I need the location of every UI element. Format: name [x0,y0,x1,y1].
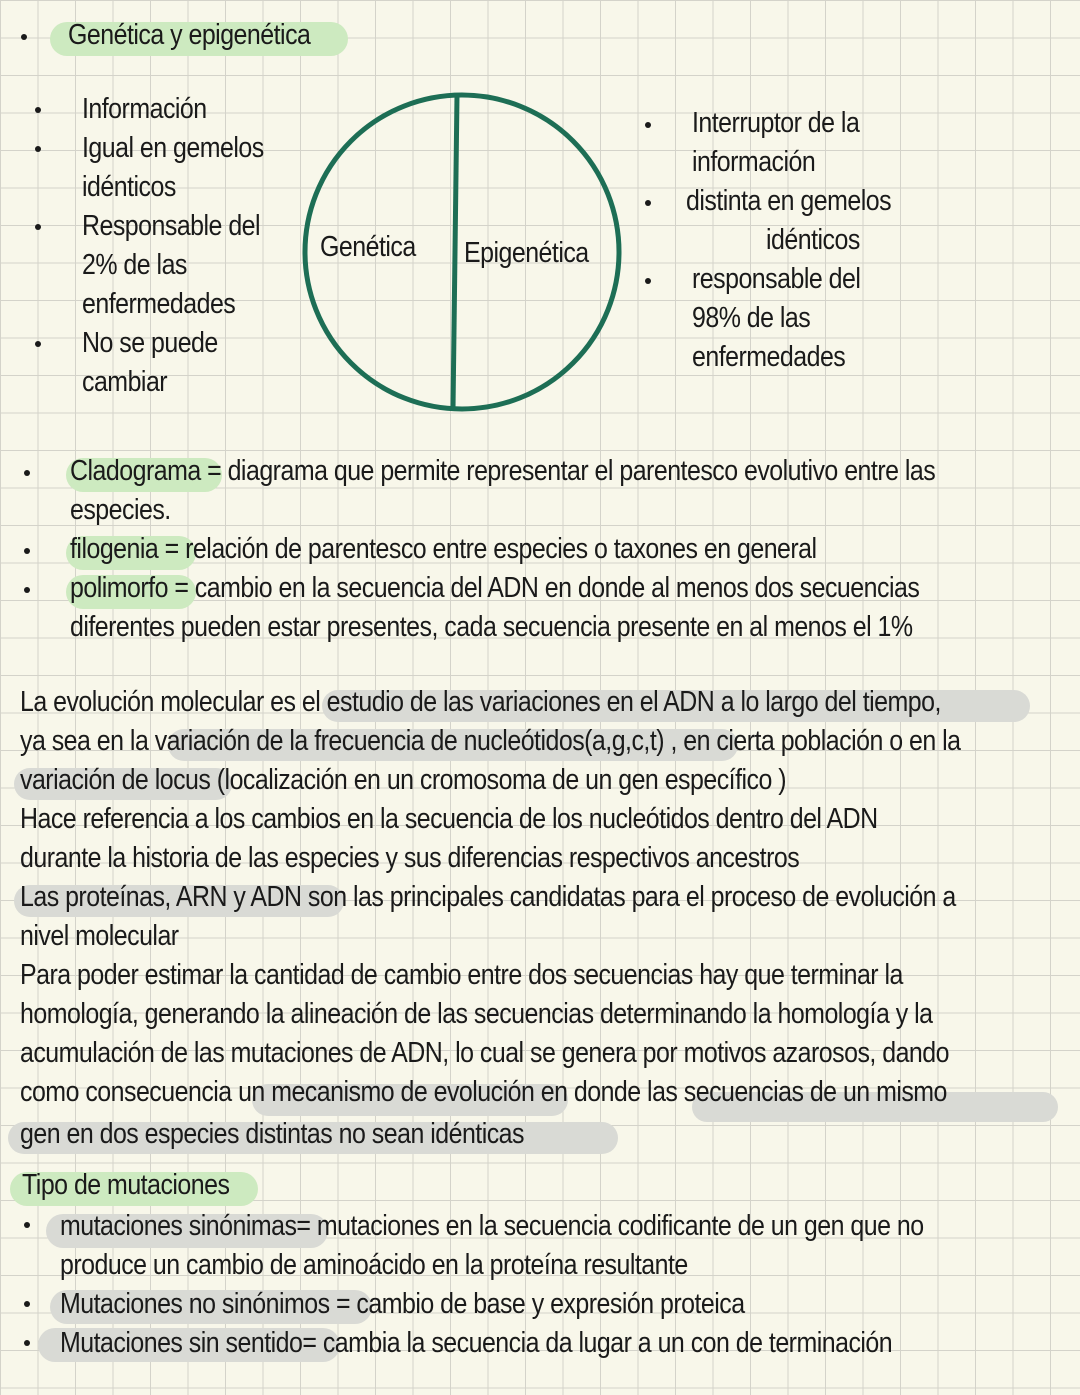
bullet-dot [645,122,651,128]
term: Mutaciones no sinónimos [60,1288,330,1320]
paragraph-line: Las proteínas, ARN y ADN son las principales candidatas para el proceso de evolución a [20,881,956,913]
diagram-label-epigenetica: Epigenética [464,237,589,269]
bullet-dot [645,278,651,284]
bullet-dot [35,146,41,152]
definition-cladograma-cont: especies. [70,494,171,526]
genetica-point: Responsable del [82,210,261,242]
genetica-point: No se puede [82,327,218,359]
paragraph-line: Para poder estimar la cantidad de cambio entre dos secuencias hay que terminar la [20,959,903,991]
genetica-point: cambiar [82,366,168,398]
term: Cladograma [70,455,201,487]
definition-filogenia: filogenia = relación de parentesco entre especies o taxones en general [70,533,817,565]
epigenetica-point: responsable del [692,263,861,295]
term: mutaciones sinónimas [60,1210,297,1242]
epigenetica-point: Interruptor de la [692,107,860,139]
paragraph-line: acumulación de las mutaciones de ADN, lo cual se genera por motivos azarosos, dando [20,1037,950,1069]
section-title: Genética y epigenética [68,19,311,51]
mutation-item: mutaciones sinónimas= mutaciones en la secuencia codificante de un gen que no [60,1210,924,1242]
bullet-dot [21,34,27,40]
paragraph-line: como consecuencia un mecanismo de evolución en donde las secuencias de un mismo [20,1076,947,1108]
definition-polimorfo: polimorfo = cambio en la secuencia del ADN en donde al menos dos secuencias [70,572,920,604]
bullet-dot [24,587,30,593]
bullet-dot [24,1301,30,1307]
term: polimorfo [70,572,168,604]
paragraph-line: Hace referencia a los cambios en la secuencia de los nucleótidos dentro del ADN [20,803,878,835]
epigenetica-point: información [692,146,816,178]
bullet-dot [24,1340,30,1346]
genetica-point: Información [82,93,207,125]
bullet-dot [24,1222,30,1228]
paragraph-line: variación de locus (localización en un cromosoma de un gen específico ) [20,764,787,796]
bullet-dot [35,341,41,347]
mutation-item-cont: produce un cambio de aminoácido en la proteína resultante [60,1249,688,1281]
term: filogenia [70,533,159,565]
paragraph-line: homología, generando la alineación de las secuencias determinando la homología y la [20,998,933,1030]
genetica-point: enfermedades [82,288,236,320]
bullet-dot [645,200,651,206]
definition-polimorfo-cont: diferentes pueden estar presentes, cada secuencia presente en al menos el 1% [70,611,913,643]
paragraph-line: durante la historia de las especies y sus diferencias respectivos ancestros [20,842,800,874]
genetica-point: 2% de las [82,249,187,281]
paragraph-line: La evolución molecular es el estudio de las variaciones en el ADN a lo largo del tiempo, [20,686,941,718]
genetica-point: Igual en gemelos [82,132,264,164]
mutation-item: Mutaciones no sinónimos = cambio de base y expresión proteica [60,1288,745,1320]
epigenetica-point: enfermedades [692,341,846,373]
paragraph-line: nivel molecular [20,920,179,952]
epigenetica-point: distinta en gemelos [686,185,892,217]
bullet-dot [35,107,41,113]
term: Mutaciones sin sentido [60,1327,303,1359]
definition-cladograma: Cladograma = diagrama que permite representar el parentesco evolutivo entre las [70,455,936,487]
paragraph-line: gen en dos especies distintas no sean idénticas [20,1118,525,1150]
diagram-label-genetica: Genética [320,231,416,263]
epigenetica-point: 98% de las [692,302,811,334]
mutations-heading: Tipo de mutaciones [22,1169,230,1201]
paragraph-line: ya sea en la variación de la frecuencia de nucleótidos(a,g,c,t) , en cierta población o en la [20,725,961,757]
bullet-dot [35,224,41,230]
bullet-dot [24,548,30,554]
epigenetica-point: idénticos [766,224,860,256]
genetica-point: idénticos [82,171,176,203]
bullet-dot [24,470,30,476]
mutation-item: Mutaciones sin sentido= cambia la secuencia da lugar a un con de terminación [60,1327,893,1359]
